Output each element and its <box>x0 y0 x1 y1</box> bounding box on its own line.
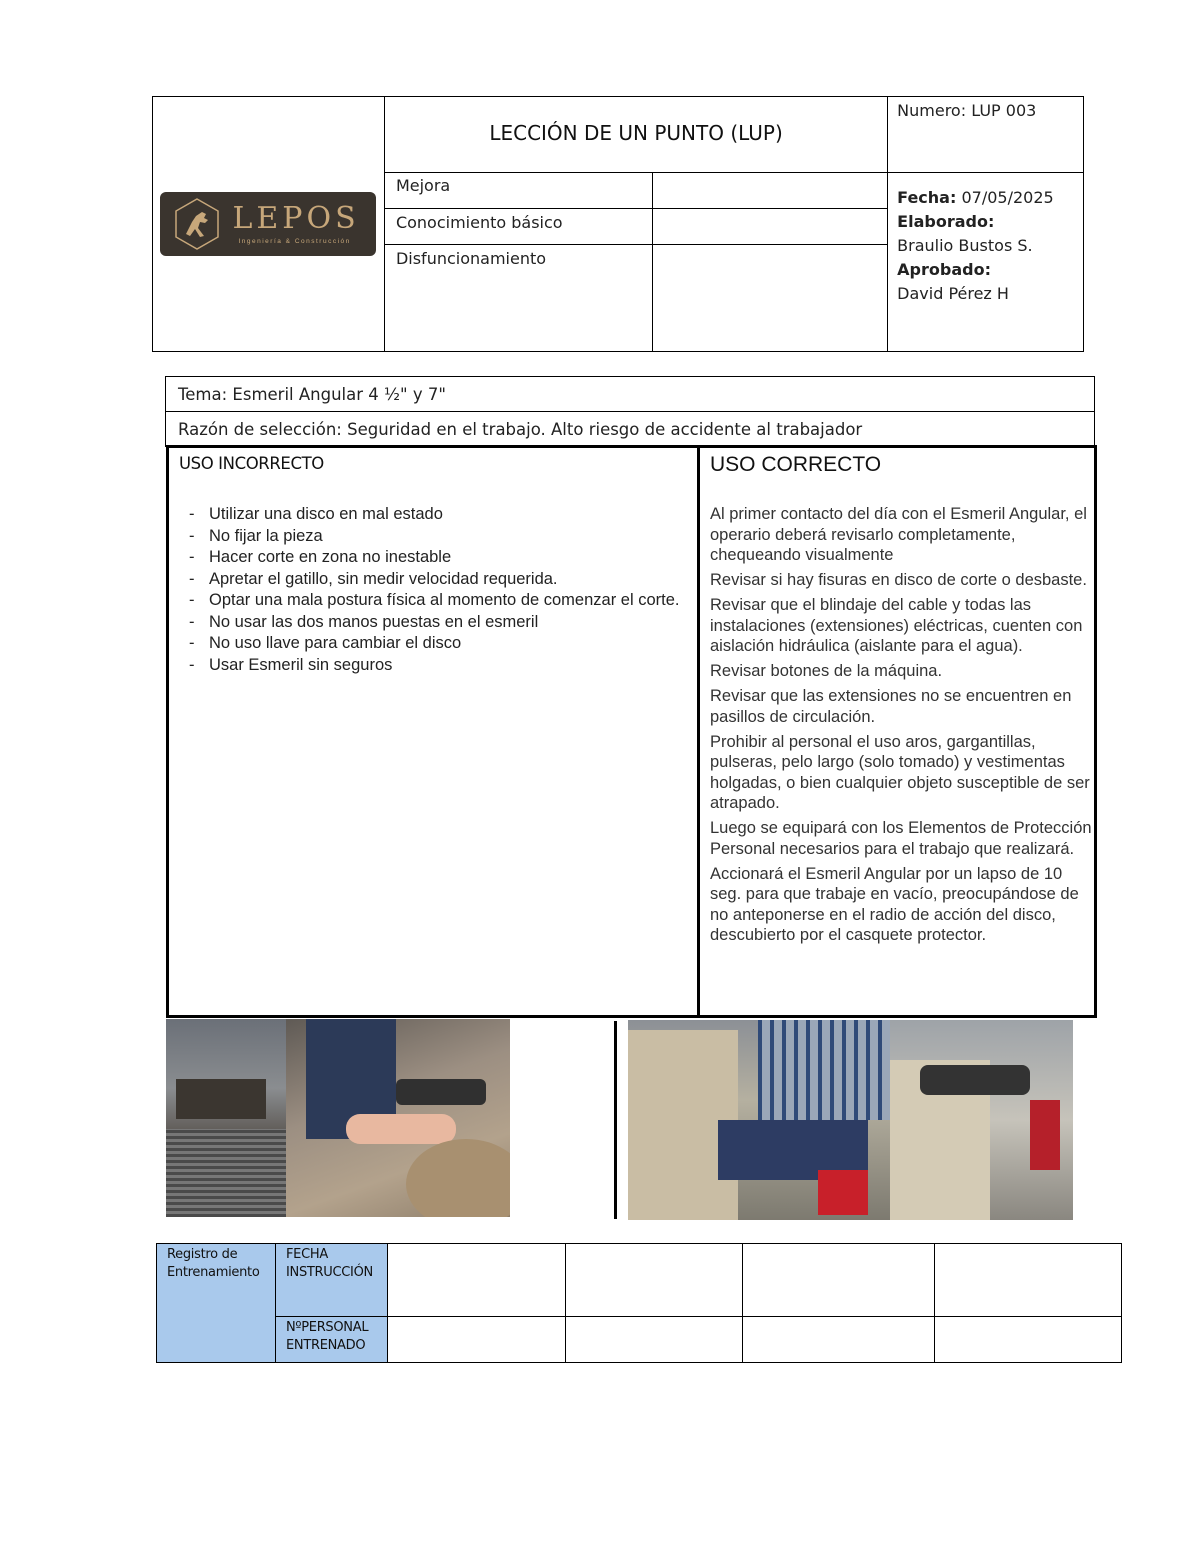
fecha-entry-4[interactable] <box>935 1244 1122 1317</box>
uso-correcto-text <box>710 504 1095 950</box>
personal-entry-3[interactable] <box>743 1317 935 1363</box>
type-mejora-label: Mejora <box>395 176 451 195</box>
incorrect-item: - Utilizar una disco en mal estado <box>169 504 689 526</box>
numero-label: Numero: <box>897 101 967 120</box>
photo-correct-right <box>890 1020 1073 1220</box>
logo-subtitle: Ingeniería & Construcción <box>238 238 351 245</box>
razon-label: Razón de selección: <box>178 419 342 439</box>
fecha-value: 07/05/2025 <box>961 188 1054 207</box>
uso-incorrecto-column <box>169 448 700 1015</box>
fecha-entry-2[interactable] <box>565 1244 743 1317</box>
topic-table <box>165 376 1095 447</box>
type-mejora-box <box>652 173 887 209</box>
numero-value: LUP 003 <box>971 101 1037 120</box>
incorrect-item: - Optar una mala postura física al momento de comenzar el corte. <box>169 590 689 612</box>
photo-divider <box>614 1021 617 1219</box>
page-title: LECCIÓN DE UN PUNTO (LUP) <box>489 120 783 145</box>
fecha-entry-3[interactable] <box>743 1244 935 1317</box>
elaborado-label: Elaborado: <box>897 212 995 231</box>
type-disfuncionamiento-label: Disfuncionamiento <box>395 249 547 268</box>
photo-correct-left <box>628 1020 890 1220</box>
incorrect-item: - Apretar el gatillo, sin medir velocidad requerida. <box>169 569 689 591</box>
aprobado-label: Aprobado: <box>897 260 991 279</box>
personal-entry-4[interactable] <box>935 1317 1122 1363</box>
incorrect-item: - Usar Esmeril sin seguros <box>169 655 689 677</box>
tema-value: Esmeril Angular 4 ½" y 7" <box>232 384 446 404</box>
registro-label: Registro de Entrenamiento <box>167 1247 260 1280</box>
correct-paragraph: Accionará el Esmeril Angular por un lapso de 10 seg. para que trabaje en vacío, preocupándose de no anteponerse en el radio de acción del disco, descubierto por el casquete protector. <box>710 864 1079 944</box>
personal-entrenado-label: NºPERSONAL ENTRENADO <box>285 1320 369 1353</box>
company-logo <box>160 192 376 256</box>
razon-row <box>166 412 1095 447</box>
tema-row <box>166 377 1095 412</box>
type-conocimiento-label: Conocimiento básico <box>395 213 563 232</box>
logo-text: LEPOS <box>232 201 360 236</box>
razon-value: Seguridad en el trabajo. Alto riesgo de accidente al trabajador <box>347 419 863 439</box>
uso-correcto-title: USO CORRECTO <box>710 453 882 476</box>
logo-cell <box>153 97 385 352</box>
photo-incorrect-right <box>286 1019 510 1217</box>
uso-incorrecto-list <box>169 504 689 676</box>
uso-correcto-column <box>700 448 1094 1015</box>
fecha-label: Fecha: <box>897 188 957 207</box>
personal-entry-2[interactable] <box>565 1317 743 1363</box>
numero-cell <box>888 97 1084 173</box>
fecha-entry-1[interactable] <box>387 1244 565 1317</box>
elaborado-value: Braulio Bustos S. <box>897 236 1033 255</box>
tema-label: Tema: <box>178 384 228 404</box>
incorrect-item: - Hacer corte en zona no inestable <box>169 547 689 569</box>
registro-table <box>156 1243 1122 1363</box>
correct-paragraph: Prohibir al personal el uso aros, gargantillas, pulseras, pelo largo (solo tomado) y vestimentas holgadas, o bien cualquier objeto susceptible de ser atrapado. <box>710 732 1090 812</box>
fecha-instruccion-cell <box>275 1244 387 1317</box>
correct-paragraph: Luego se equipará con los Elementos de Protección Personal necesarios para el trabajo que realizará. <box>710 819 1092 858</box>
correct-paragraph: Revisar que las extensiones no se encuentren en pasillos de circulación. <box>710 687 1072 726</box>
correct-paragraph: Revisar que el blindaje del cable y todas las instalaciones (extensiones) eléctricas, cuenten con aislación hidráulica (aislante para el agua). <box>710 596 1083 655</box>
type-conocimiento-box <box>652 209 887 245</box>
fecha-instruccion-label: FECHA INSTRUCCIÓN <box>285 1247 373 1280</box>
horse-logo-icon <box>172 196 222 252</box>
correct-paragraph: Revisar si hay fisuras en disco de corte o desbaste. <box>710 571 1087 589</box>
photo-incorrect-left <box>166 1019 286 1217</box>
type-disfuncionamiento-box <box>652 245 887 352</box>
header-table <box>152 96 1084 352</box>
type-conocimiento <box>384 209 652 245</box>
incorrect-item: - No usar las dos manos puestas en el esmeril <box>169 612 689 634</box>
uso-incorrecto-title: USO INCORRECTO <box>179 454 324 473</box>
correct-paragraph: Al primer contacto del día con el Esmeril Angular, el operario deberá revisarlo completamente, chequeando visualmente <box>710 505 1087 564</box>
personal-entry-1[interactable] <box>387 1317 565 1363</box>
incorrect-item: - No uso llave para cambiar el disco <box>169 633 689 655</box>
meta-cell <box>888 173 1084 352</box>
personal-entrenado-cell <box>275 1317 387 1363</box>
type-mejora <box>384 173 652 209</box>
uso-table <box>166 445 1097 1018</box>
title-cell <box>384 97 887 173</box>
incorrect-item: - No fijar la pieza <box>169 526 689 548</box>
correct-paragraph: Revisar botones de la máquina. <box>710 662 943 680</box>
registro-label-cell <box>157 1244 276 1363</box>
type-disfuncionamiento <box>384 245 652 352</box>
aprobado-value: David Pérez H <box>897 284 1009 303</box>
